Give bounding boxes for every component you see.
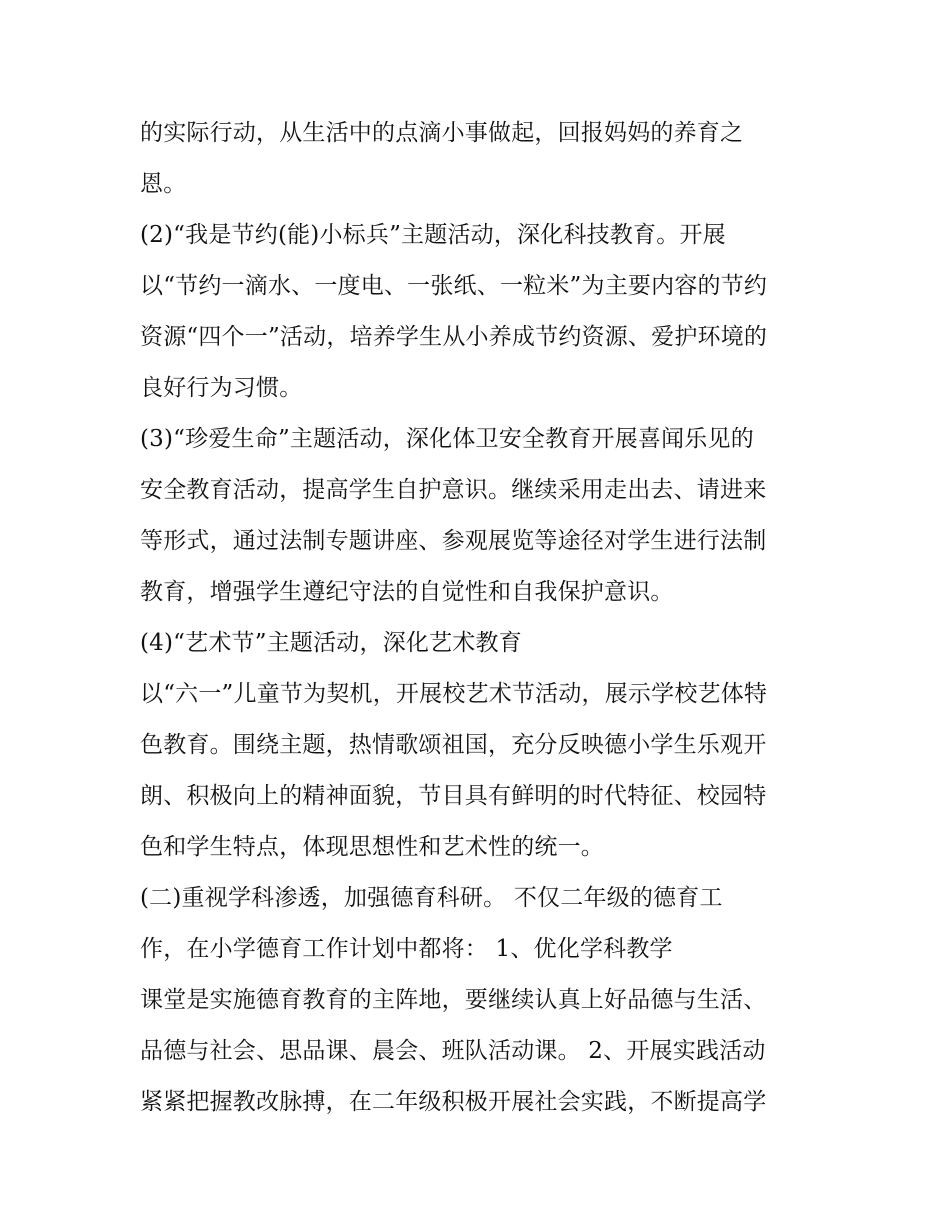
text-line: 良好行为习惯。 — [140, 375, 303, 401]
text-line: 教育，增强学生遵纪守法的自觉性和自我保护意识。 — [140, 579, 674, 605]
text-line: 的实际行动，从生活中的点滴小事做起，回报妈妈的养育之 — [140, 120, 744, 146]
text-line: 课堂是实施德育教育的主阵地，要继续认真上好品德与生活、 — [140, 987, 767, 1013]
text-line: (2)“我是节约(能)小标兵”主题活动，深化科技教育。开展 — [140, 222, 726, 248]
text-line: 以“节约一滴水、一度电、一张纸、一粒米”为主要内容的节约 — [140, 273, 768, 299]
text-line: 紧紧把握教改脉搏，在二年级积极开展社会实践，不断提高学 — [140, 1089, 767, 1115]
text-line: 作，在小学德育工作计划中都将： 1、优化学科教学 — [140, 936, 673, 962]
text-line: 朗、积极向上的精神面貌，节目具有鲜明的时代特征、校园特 — [140, 783, 767, 809]
text-line: 安全教育活动，提高学生自护意识。继续采用走出去、请进来 — [140, 477, 767, 503]
text-line: (3)“珍爱生命”主题活动，深化体卫安全教育开展喜闻乐见的 — [140, 426, 754, 452]
text-line: 品德与社会、思品课、晨会、班队活动课。 2、开展实践活动 — [140, 1038, 766, 1064]
text-line: 资源“四个一”活动，培养学生从小养成节约资源、爱护环境的 — [140, 324, 768, 350]
text-line: 恩。 — [140, 171, 187, 197]
text-line: 色教育。围绕主题，热情歌颂祖国，充分反映德小学生乐观开 — [140, 732, 767, 758]
text-line: 等形式，通过法制专题讲座、参观展览等途径对学生进行法制 — [140, 528, 767, 554]
text-line: 以“六一”儿童节为契机，开展校艺术节活动，展示学校艺体特 — [140, 681, 768, 707]
body-text — [140, 108, 820, 1128]
text-line: 色和学生特点，体现思想性和艺术性的统一。 — [140, 834, 604, 860]
text-line: (4)“艺术节”主题活动，深化艺术教育 — [140, 630, 522, 656]
text-line: (二)重视学科渗透，加强德育科研。 不仅二年级的德育工 — [140, 885, 723, 911]
